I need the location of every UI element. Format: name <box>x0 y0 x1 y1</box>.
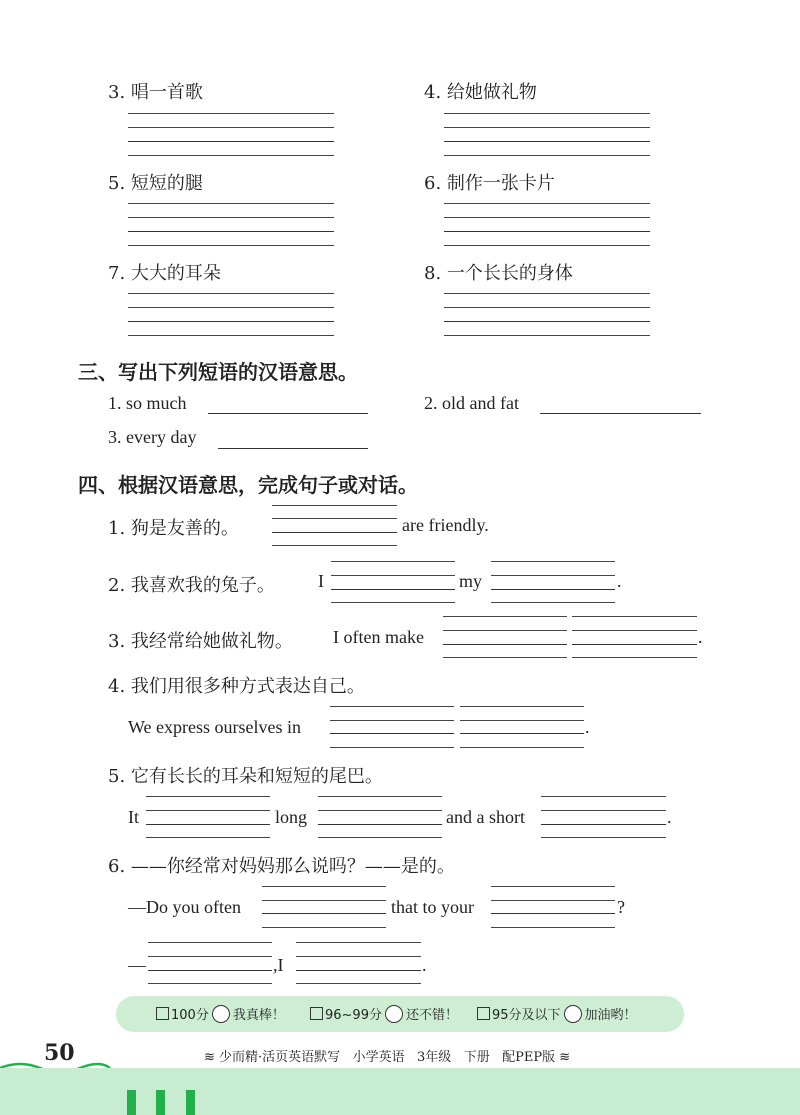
q3-end: . <box>698 627 703 647</box>
item-5-prompt: 5. 短短的腿 <box>108 173 203 194</box>
q2-word-my: my <box>459 571 483 591</box>
q4-words: We express ourselves in <box>128 717 302 737</box>
wave-right-icon: ≋ <box>559 1050 571 1065</box>
item-4-prompt: 4. 给她做礼物 <box>424 82 537 103</box>
s3-item-3: 3. every day <box>108 427 197 447</box>
q2-chinese: 2. 我喜欢我的兔子。 <box>108 575 275 596</box>
q6-comma-i: ,I <box>273 955 284 975</box>
green-stripe-2 <box>156 1090 165 1115</box>
q5-chinese: 5. 它有长长的耳朵和短短的尾巴。 <box>108 766 383 787</box>
q6-dash: — <box>128 955 146 975</box>
q3-chinese: 3. 我经常给她做礼物。 <box>108 631 293 652</box>
q2-end: . <box>617 571 622 591</box>
green-stripe-1 <box>127 1090 136 1115</box>
q6-end-question: ? <box>617 897 625 917</box>
q5-end: . <box>667 807 672 827</box>
q4-end: . <box>585 717 590 737</box>
q5-word-it: It <box>128 807 139 827</box>
s3-item-2-blank[interactable] <box>540 413 701 414</box>
item-6-prompt: 6. 制作一张卡片 <box>424 173 555 194</box>
score-96-99[interactable]: 96~99分 还不错！ <box>310 1004 458 1023</box>
q5-word-long: long <box>275 807 308 827</box>
item-8-prompt: 8. 一个长长的身体 <box>424 263 573 284</box>
checkbox-icon[interactable] <box>156 1007 169 1020</box>
section-3-title: 三、写出下列短语的汉语意思。 <box>78 360 358 384</box>
smiley-face-icon <box>385 1005 403 1023</box>
q1-tail: are friendly. <box>402 515 489 535</box>
cheering-face-icon <box>212 1005 230 1023</box>
s3-item-3-blank[interactable] <box>218 448 368 449</box>
green-stripe-3 <box>186 1090 195 1115</box>
q2-word-i: I <box>318 571 324 591</box>
q6-words-1: —Do you often <box>128 897 241 917</box>
q6-chinese: 6. ——你经常对妈妈那么说吗？——是的。 <box>108 856 455 877</box>
checkbox-icon[interactable] <box>310 1007 323 1020</box>
q3-words: I often make <box>333 627 424 647</box>
score-95-below[interactable]: 95分及以下 加油哟！ <box>477 1004 637 1023</box>
page-number: 50 <box>44 1040 75 1066</box>
section-4-title: 四、根据汉语意思，完成句子或对话。 <box>78 473 418 497</box>
score-100[interactable]: 100分 我真棒！ <box>156 1004 285 1023</box>
q4-chinese: 4. 我们用很多种方式表达自己。 <box>108 676 365 697</box>
q6-words-2: that to your <box>391 897 474 917</box>
wave-left-icon: ≋ <box>204 1050 215 1065</box>
s3-item-2: 2. old and fat <box>424 393 519 413</box>
determined-face-icon <box>564 1005 582 1023</box>
q6-end-period: . <box>422 955 427 975</box>
s3-item-1-blank[interactable] <box>208 413 368 414</box>
checkbox-icon[interactable] <box>477 1007 490 1020</box>
footer-info: ≋ 少而精·活页英语默写 小学英语 3年级 下册 配PEP版 ≋ <box>204 1050 571 1065</box>
s3-item-1: 1. so much <box>108 393 187 413</box>
footer-green-band <box>0 1068 800 1115</box>
q5-word-and-short: and a short <box>446 807 525 827</box>
item-3-prompt: 3. 唱一首歌 <box>108 82 203 103</box>
q1-chinese: 1. 狗是友善的。 <box>108 518 239 539</box>
item-7-prompt: 7. 大大的耳朵 <box>108 263 221 284</box>
